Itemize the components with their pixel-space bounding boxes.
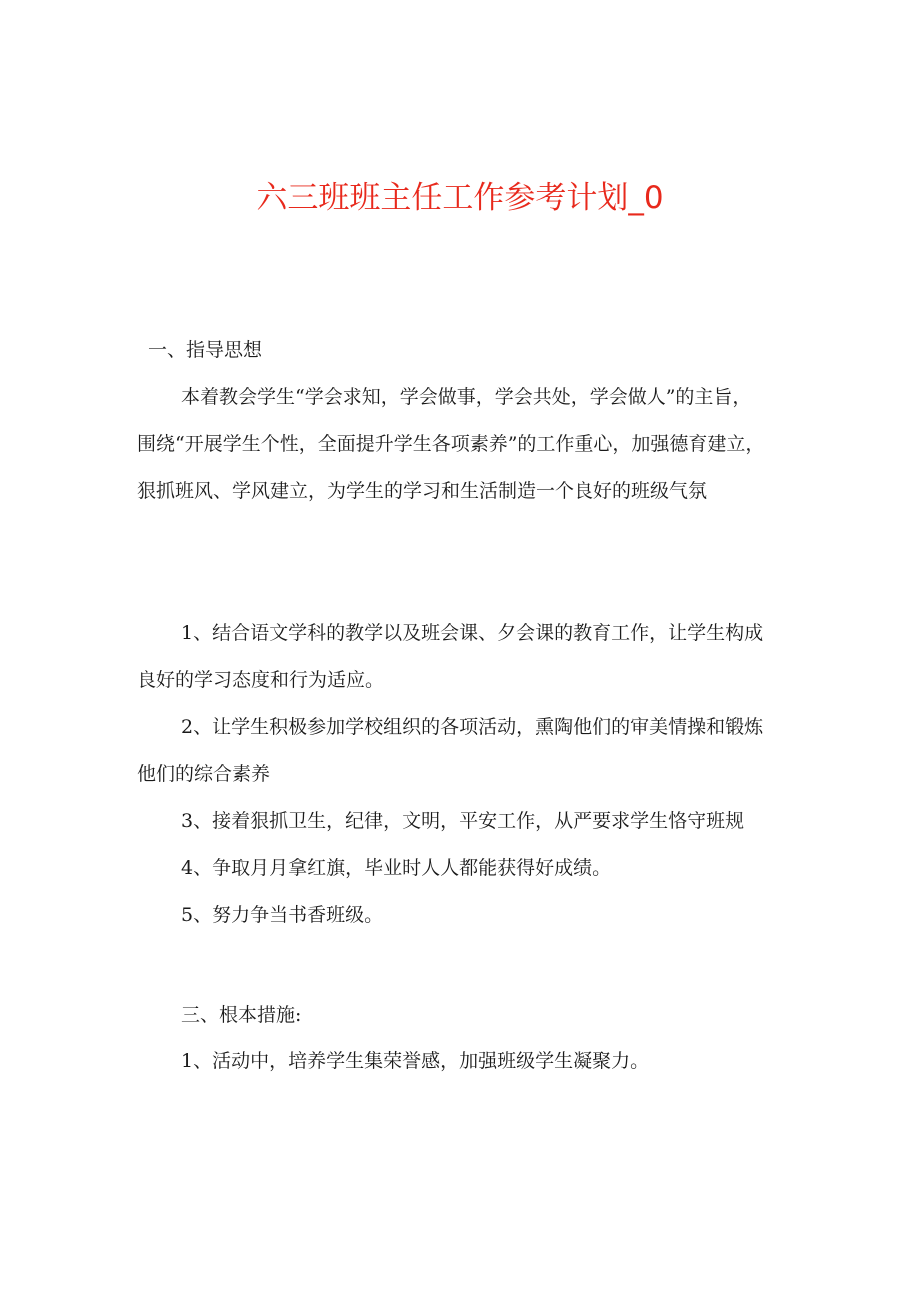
goal-item-line: 5、努力争当书香班级。 — [181, 904, 384, 926]
goal-item-line: 4、争取月月拿红旗，毕业时人人都能获得好成绩。 — [181, 857, 612, 879]
goal-item-line: 3、接着狠抓卫生，纪律，文明，平安工作，从严要求学生恪守班规 — [181, 810, 745, 832]
goal-item-line: 1、结合语文学科的教学以及班会课、夕会课的教育工作，让学生构成 — [181, 622, 764, 644]
goal-item-line: 良好的学习态度和行为适应。 — [137, 669, 385, 691]
measure-item-line: 1、活动中，培养学生集荣誉感，加强班级学生凝聚力。 — [181, 1050, 650, 1072]
goal-item-line: 他们的综合素养 — [137, 763, 271, 785]
section1-paragraph-line: 本着教会学生“学会求知，学会做事，学会共处，学会做人”的主旨， — [181, 386, 752, 408]
section1-paragraph-line: 狠抓班风、学风建立，为学生的学习和生活制造一个良好的班级气氛 — [137, 480, 708, 502]
goal-item-line: 2、让学生积极参加学校组织的各项活动，熏陶他们的审美情操和锻炼 — [181, 716, 764, 738]
section1-heading: 一、指导思想 — [148, 339, 263, 361]
section1-paragraph-line: 围绕“开展学生个性，全面提升学生各项素养”的工作重心，加强德育建立， — [137, 433, 765, 455]
page-title: 六三班班主任工作参考计划_0 — [256, 180, 664, 216]
section3-heading: 三、根本措施: — [181, 1004, 302, 1026]
